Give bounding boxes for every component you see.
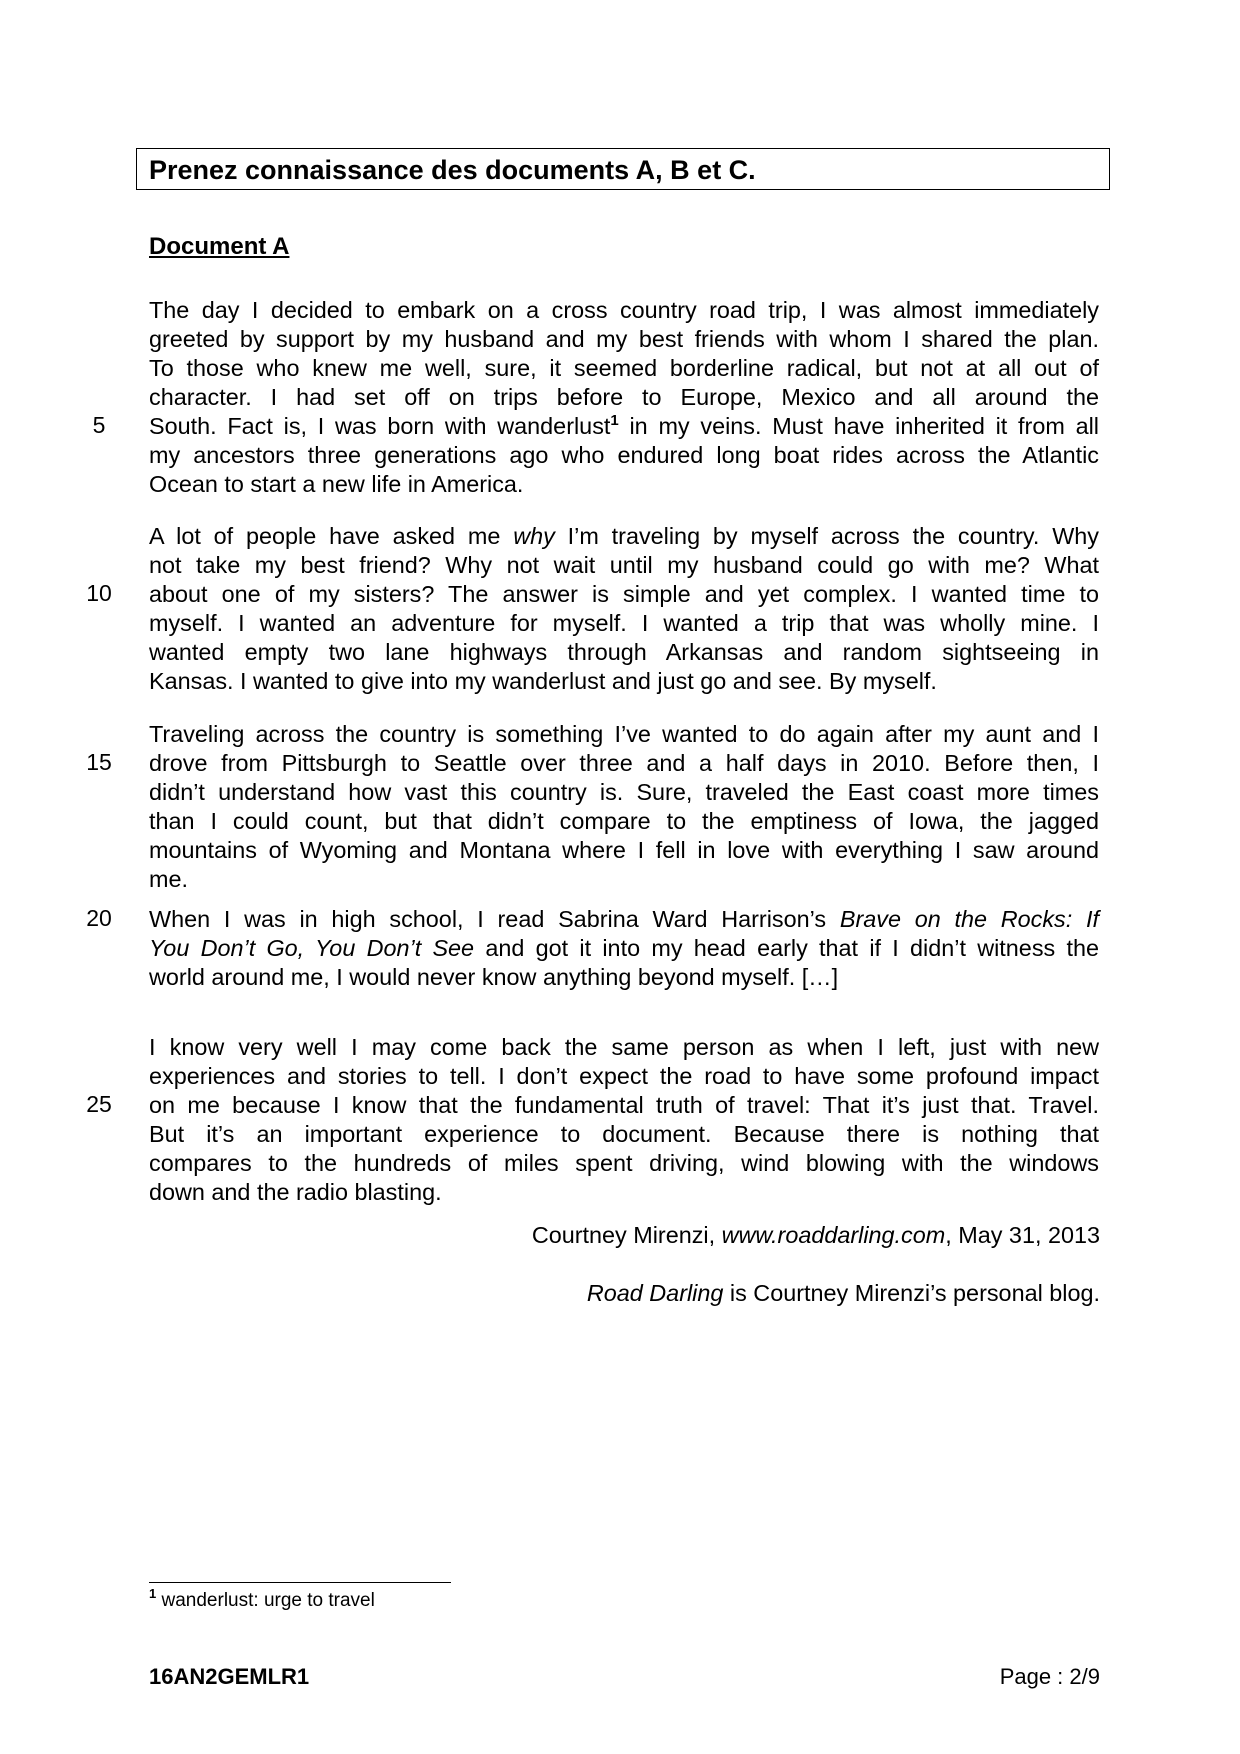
- line-text: Kansas. I wanted to give into my wanderlust and just go and see. By myself.: [149, 668, 937, 694]
- text-line: [149, 354, 1099, 383]
- text-line: [149, 778, 1099, 807]
- line-text: But it’s an important experience to document. Because there is nothing that: [149, 1121, 1099, 1147]
- italic-title: You Don’t Go, You Don’t See: [149, 935, 475, 961]
- text-line: [149, 609, 1099, 638]
- line-text: me.: [149, 866, 188, 892]
- line-text: about one of my sisters? The answer is simple and yet complex. I wanted time to: [149, 581, 1099, 607]
- text-line: [149, 865, 1099, 894]
- line-number: 20: [86, 905, 112, 931]
- attribution: [532, 1222, 1100, 1249]
- line-text: character. I had set off on trips before to Europe, Mexico and all around the: [149, 384, 1099, 410]
- footnote-reference: 1: [610, 412, 619, 429]
- instruction-title: Prenez connaissance des documents A, B et C.: [149, 155, 756, 185]
- paragraph-5: [149, 1033, 1099, 1207]
- paragraph-1: [149, 296, 1099, 499]
- page-number: Page : 2/9: [999, 1664, 1100, 1689]
- line-text: in my veins. Must have inherited it from all: [618, 413, 1099, 439]
- text-line: [149, 325, 1099, 354]
- text-line: [149, 720, 1099, 749]
- blog-note: [587, 1280, 1100, 1307]
- line-text: compares to the hundreds of miles spent driving, wind blowing with the windows: [149, 1150, 1099, 1176]
- text-line: [149, 522, 1099, 551]
- paragraph-3: [149, 720, 1099, 894]
- attribution-author: Courtney Mirenzi,: [531, 1222, 722, 1248]
- text-line: [149, 1120, 1099, 1149]
- text-line: [149, 470, 1099, 499]
- text-line: [149, 1062, 1099, 1091]
- footnote: [149, 1586, 375, 1612]
- footnote-text: wanderlust: urge to travel: [156, 1590, 375, 1611]
- text-line: [149, 1033, 1099, 1062]
- text-line: [149, 1149, 1099, 1178]
- text-line: [149, 551, 1099, 580]
- italic-title: why: [513, 523, 555, 549]
- line-number: 10: [86, 580, 112, 606]
- footnote-marker: 1: [149, 1586, 157, 1601]
- attribution-site: www.roaddarling.com: [721, 1222, 946, 1248]
- line-text: greeted by support by my husband and my best friends with whom I shared the plan.: [149, 326, 1099, 352]
- line-text: than I could count, but that didn’t compare to the emptiness of Iowa, the jagged: [149, 808, 1099, 834]
- line-text: world around me, I would never know anything beyond myself. […]: [149, 964, 839, 990]
- blog-title: Road Darling: [586, 1280, 724, 1306]
- line-text: Traveling across the country is something I’ve wanted to do again after my aunt and I: [149, 721, 1099, 747]
- text-line: [149, 383, 1099, 412]
- text-line: [149, 934, 1099, 963]
- blog-note-text: is Courtney Mirenzi’s personal blog.: [723, 1280, 1100, 1306]
- line-text: wanted empty two lane highways through Arkansas and random sightseeing in: [149, 639, 1099, 665]
- line-text: myself. I wanted an adventure for myself. I wanted a trip that was wholly mine. I: [149, 610, 1099, 636]
- line-number: 25: [86, 1091, 112, 1117]
- italic-title: Brave on the Rocks: If: [839, 906, 1099, 932]
- line-text: mountains of Wyoming and Montana where I fell in love with everything I saw around: [149, 837, 1099, 863]
- line-text: experiences and stories to tell. I don’t expect the road to have some profound impact: [149, 1063, 1099, 1089]
- line-text: not take my best friend? Why not wait until my husband could go with me? What: [149, 552, 1099, 578]
- line-text: Ocean to start a new life in America.: [149, 471, 524, 497]
- line-text: I’m traveling by myself across the country. Why: [554, 523, 1099, 549]
- attribution-date: , May 31, 2013: [945, 1222, 1100, 1248]
- line-text: To those who knew me well, sure, it seemed borderline radical, but not at all out of: [149, 355, 1099, 381]
- line-text: down and the radio blasting.: [149, 1179, 442, 1205]
- line-text: my ancestors three generations ago who endured long boat rides across the Atlantic: [149, 442, 1099, 468]
- line-text: The day I decided to embark on a cross country road trip, I was almost immediately: [149, 297, 1099, 323]
- text-line: [149, 1178, 1099, 1207]
- text-line: [149, 296, 1099, 325]
- line-text: South. Fact is, I was born with wanderlust: [149, 413, 611, 439]
- text-line: [149, 412, 1099, 441]
- text-line: [149, 749, 1099, 778]
- document-heading: Document A: [149, 233, 290, 260]
- line-text: didn’t understand how vast this country is. Sure, traveled the East coast more times: [149, 779, 1099, 805]
- line-text: on me because I know that the fundamental truth of travel: That it’s just that. Travel.: [149, 1092, 1099, 1118]
- text-line: [149, 638, 1099, 667]
- text-line: [149, 963, 1099, 992]
- text-line: [149, 905, 1099, 934]
- line-number: 5: [92, 412, 106, 438]
- instruction-box: [136, 148, 1110, 190]
- text-line: [149, 836, 1099, 865]
- line-text: I know very well I may come back the same person as when I left, just with new: [149, 1034, 1099, 1060]
- paragraph-4: [149, 905, 1099, 992]
- line-text: drove from Pittsburgh to Seattle over three and a half days in 2010. Before then, I: [149, 750, 1099, 776]
- text-line: [149, 580, 1099, 609]
- line-text: A lot of people have asked me: [149, 523, 514, 549]
- paragraph-2: [149, 522, 1099, 696]
- line-number: 15: [86, 749, 112, 775]
- text-line: [149, 807, 1099, 836]
- line-text: and got it into my head early that if I didn’t witness the: [474, 935, 1099, 961]
- line-text: When I was in high school, I read Sabrina Ward Harrison’s: [149, 906, 840, 932]
- footnote-divider: [149, 1582, 451, 1583]
- text-line: [149, 1091, 1099, 1120]
- text-line: [149, 441, 1099, 470]
- text-line: [149, 667, 1099, 696]
- exam-code: 16AN2GEMLR1: [149, 1664, 310, 1689]
